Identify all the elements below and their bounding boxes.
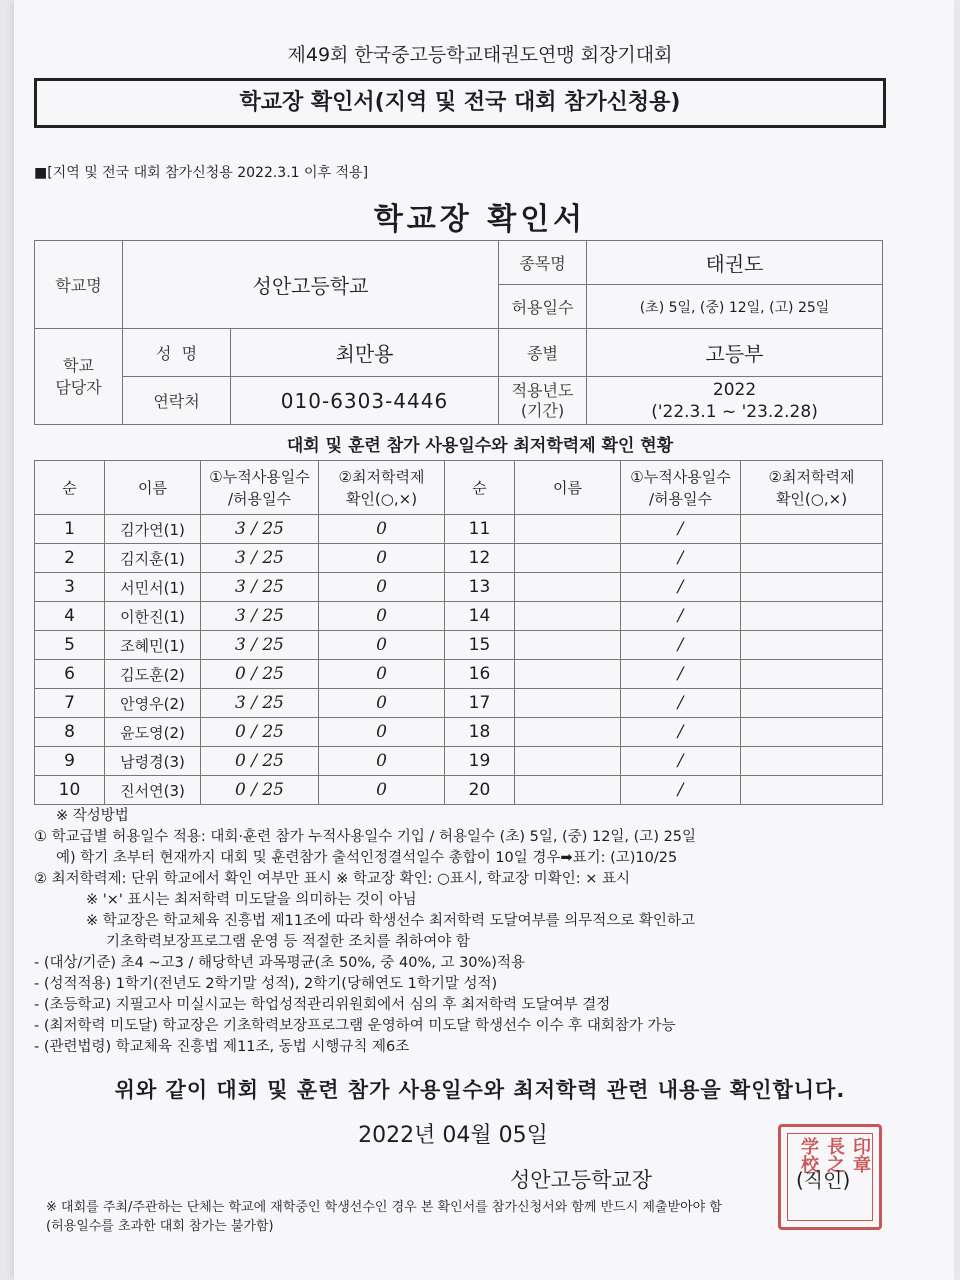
days-used: 0 / 25 bbox=[201, 718, 319, 747]
table-row bbox=[35, 689, 883, 718]
name-label: 성 명 bbox=[123, 329, 231, 377]
days-used: / bbox=[621, 689, 741, 718]
contest-title: 제49회 한국중고등학교태권도연맹 회장기대회 bbox=[287, 44, 673, 66]
manager-label: 학교 담당자 bbox=[35, 329, 123, 425]
min-check: 0 bbox=[319, 689, 445, 718]
page-title: 학교장 확인서 bbox=[373, 202, 587, 237]
table-row bbox=[35, 544, 883, 573]
row-no: 11 bbox=[445, 515, 515, 544]
seal-glyphs: 学校 bbox=[798, 1137, 819, 1173]
contact-label: 연락처 bbox=[123, 377, 231, 425]
days-used: / bbox=[621, 776, 741, 805]
col-min-right: ②최저학력제 확인(○,×) bbox=[741, 461, 883, 515]
student-name: 조혜민(1) bbox=[105, 631, 201, 660]
min-check: 0 bbox=[319, 660, 445, 689]
row-no: 19 bbox=[445, 747, 515, 776]
days-used: / bbox=[621, 573, 741, 602]
min-check-empty bbox=[741, 747, 883, 776]
student-name-empty bbox=[515, 515, 621, 544]
row-no: 13 bbox=[445, 573, 515, 602]
row-no: 18 bbox=[445, 718, 515, 747]
roster-title: 대회 및 훈련 참가 사용일수와 최저학력제 확인 현황 bbox=[286, 436, 674, 456]
row-no: 1 bbox=[35, 515, 105, 544]
min-check: 0 bbox=[319, 515, 445, 544]
contact-value: 010-6303-4446 bbox=[231, 377, 499, 425]
min-check: 0 bbox=[319, 602, 445, 631]
days-used: 0 / 25 bbox=[201, 776, 319, 805]
min-check: 0 bbox=[319, 718, 445, 747]
min-check-empty bbox=[741, 718, 883, 747]
row-no: 8 bbox=[35, 718, 105, 747]
guide-line: - (초등학교) 지필고사 미실시교는 학업성적관리위원회에서 심의 후 최저학력 도달여부 결정 bbox=[34, 997, 611, 1013]
min-check: 0 bbox=[319, 544, 445, 573]
min-check-empty bbox=[741, 660, 883, 689]
table-row bbox=[35, 602, 883, 631]
guide-line: ※ 학교장은 학교체육 진흥법 제11조에 따라 학생선수 최저학력 도달여부를 의무적으로 확인하고 bbox=[86, 913, 695, 929]
student-name-empty bbox=[515, 718, 621, 747]
footnote-line: ※ 대회를 주최/주관하는 단체는 학교에 재학중인 학생선수인 경우 본 확인서를 참가신청서와 함께 반드시 제출받아야 함 bbox=[46, 1200, 722, 1215]
days-used: / bbox=[621, 631, 741, 660]
student-name: 김가연(1) bbox=[105, 515, 201, 544]
min-check-empty bbox=[741, 776, 883, 805]
sport-value: 태권도 bbox=[587, 241, 883, 285]
guide-line: 예) 학기 초부터 현재까지 대회 및 훈련참가 출석인정결석일수 총합이 10일 경우➡표기: (고)10/25 bbox=[56, 850, 678, 866]
student-name: 남령경(3) bbox=[105, 747, 201, 776]
school-label: 학교명 bbox=[35, 241, 123, 329]
min-check-empty bbox=[741, 573, 883, 602]
row-no: 16 bbox=[445, 660, 515, 689]
table-row bbox=[35, 718, 883, 747]
student-name-empty bbox=[515, 544, 621, 573]
student-name-empty bbox=[515, 631, 621, 660]
division-label: 종별 bbox=[499, 329, 587, 377]
student-name-empty bbox=[515, 776, 621, 805]
student-name: 진서연(3) bbox=[105, 776, 201, 805]
row-no: 6 bbox=[35, 660, 105, 689]
guide-line: ② 최저학력제: 단위 학교에서 확인 여부만 표시 ※ 학교장 확인: ○표시, 학교장 미확인: × 표시 bbox=[34, 871, 630, 887]
row-no: 12 bbox=[445, 544, 515, 573]
days-used: / bbox=[621, 544, 741, 573]
row-no: 3 bbox=[35, 573, 105, 602]
school-info-table bbox=[34, 240, 883, 425]
min-check-empty bbox=[741, 544, 883, 573]
row-no: 7 bbox=[35, 689, 105, 718]
manager-name: 최만용 bbox=[231, 329, 499, 377]
min-check: 0 bbox=[319, 776, 445, 805]
guide-line: - (관련법령) 학교체육 진흥법 제11조, 동법 시행규칙 제6조 bbox=[34, 1039, 410, 1055]
guide-line: - (성적적용) 1학기(전년도 2학기말 성적), 2학기(당해연도 1학기말 성적) bbox=[34, 976, 498, 992]
days-used: 3 / 25 bbox=[201, 573, 319, 602]
allow-days-value: (초) 5일, (중) 12일, (고) 25일 bbox=[587, 285, 883, 329]
student-name: 김지훈(1) bbox=[105, 544, 201, 573]
col-days-left: ①누적사용일수 /허용일수 bbox=[201, 461, 319, 515]
student-name-empty bbox=[515, 573, 621, 602]
guide-heading: ※ 작성방법 bbox=[56, 808, 129, 824]
student-name: 이한진(1) bbox=[105, 602, 201, 631]
min-check-empty bbox=[741, 689, 883, 718]
min-check: 0 bbox=[319, 631, 445, 660]
col-name-left: 이름 bbox=[105, 461, 201, 515]
min-check-empty bbox=[741, 631, 883, 660]
table-row bbox=[35, 631, 883, 660]
days-used: / bbox=[621, 660, 741, 689]
col-no-right: 순 bbox=[445, 461, 515, 515]
allow-days-label: 허용일수 bbox=[499, 285, 587, 329]
row-no: 17 bbox=[445, 689, 515, 718]
year-label: 적용년도 (기간) bbox=[499, 377, 587, 425]
days-used: / bbox=[621, 515, 741, 544]
table-row bbox=[35, 573, 883, 602]
days-used: 3 / 25 bbox=[201, 602, 319, 631]
year-value: 2022 bbox=[712, 379, 757, 400]
apply-note: ■[지역 및 전국 대회 참가신청용 2022.3.1 이후 적용] bbox=[34, 165, 369, 181]
year-cell bbox=[587, 377, 883, 425]
row-no: 14 bbox=[445, 602, 515, 631]
min-check-empty bbox=[741, 602, 883, 631]
student-name-empty bbox=[515, 602, 621, 631]
sport-label: 종목명 bbox=[499, 241, 587, 285]
student-name: 안영우(2) bbox=[105, 689, 201, 718]
table-row bbox=[35, 660, 883, 689]
row-no: 15 bbox=[445, 631, 515, 660]
days-used: / bbox=[621, 747, 741, 776]
col-no-left: 순 bbox=[35, 461, 105, 515]
table-row bbox=[35, 776, 883, 805]
row-no: 20 bbox=[445, 776, 515, 805]
roster-body bbox=[35, 515, 883, 805]
seal-glyphs: 印章 bbox=[850, 1137, 871, 1173]
days-used: 3 / 25 bbox=[201, 689, 319, 718]
row-no: 5 bbox=[35, 631, 105, 660]
seal-glyphs: 長之 bbox=[824, 1137, 845, 1173]
student-name: 김도훈(2) bbox=[105, 660, 201, 689]
col-days-right: ①누적사용일수 /허용일수 bbox=[621, 461, 741, 515]
days-used: 0 / 25 bbox=[201, 660, 319, 689]
period-value: ('22.3.1 ~ '23.2.28) bbox=[651, 401, 818, 422]
writing-guide bbox=[34, 806, 914, 1058]
confirm-statement: 위와 같이 대회 및 훈련 참가 사용일수와 최저학력 관련 내용을 확인합니다. bbox=[114, 1078, 846, 1102]
col-min-left: ②최저학력제 확인(○,×) bbox=[319, 461, 445, 515]
student-name: 윤도영(2) bbox=[105, 718, 201, 747]
days-used: 3 / 25 bbox=[201, 515, 319, 544]
col-name-right: 이름 bbox=[515, 461, 621, 515]
student-name-empty bbox=[515, 747, 621, 776]
footnote-line: (허용일수를 초과한 대회 참가는 불가함) bbox=[46, 1219, 274, 1234]
guide-line: - (대상/기준) 초4 ~고3 / 해당학년 과목평균(초 50%, 중 40%, 고 30%)적용 bbox=[34, 955, 525, 971]
student-name: 서민서(1) bbox=[105, 573, 201, 602]
student-name-empty bbox=[515, 689, 621, 718]
min-check: 0 bbox=[319, 573, 445, 602]
row-no: 4 bbox=[35, 602, 105, 631]
guide-line: 기초학력보장프로그램 운영 등 적절한 조치를 취하여야 함 bbox=[106, 934, 470, 950]
document-date: 2022년 04월 05일 bbox=[358, 1123, 548, 1148]
school-name: 성안고등학교 bbox=[123, 241, 499, 329]
guide-line: ※ '×' 표시는 최저학력 미도달을 의미하는 것이 아님 bbox=[86, 892, 417, 908]
seal-label: (직인) bbox=[796, 1168, 851, 1192]
guide-line: - (최저학력 미도달) 학교장은 기초학력보장프로그램 운영하여 미도달 학생선수 이수 후 대회참가 가능 bbox=[34, 1018, 676, 1034]
table-row bbox=[35, 515, 883, 544]
division-value: 고등부 bbox=[587, 329, 883, 377]
principal-name: 성안고등학교장 bbox=[510, 1168, 653, 1192]
days-used: / bbox=[621, 718, 741, 747]
days-used: 0 / 25 bbox=[201, 747, 319, 776]
row-no: 2 bbox=[35, 544, 105, 573]
student-name-empty bbox=[515, 660, 621, 689]
min-check: 0 bbox=[319, 747, 445, 776]
days-used: 3 / 25 bbox=[201, 544, 319, 573]
row-no: 9 bbox=[35, 747, 105, 776]
footnote bbox=[46, 1198, 722, 1236]
banner-title: 학교장 확인서(지역 및 전국 대회 참가신청용) bbox=[34, 78, 886, 128]
days-used: / bbox=[621, 602, 741, 631]
row-no: 10 bbox=[35, 776, 105, 805]
min-check-empty bbox=[741, 515, 883, 544]
roster-table bbox=[34, 460, 883, 805]
days-used: 3 / 25 bbox=[201, 631, 319, 660]
guide-line: ① 학교급별 허용일수 적용: 대회·훈련 참가 누적사용일수 기입 / 허용일수 (초) 5일, (중) 12일, (고) 25일 bbox=[34, 829, 697, 845]
table-row bbox=[35, 747, 883, 776]
